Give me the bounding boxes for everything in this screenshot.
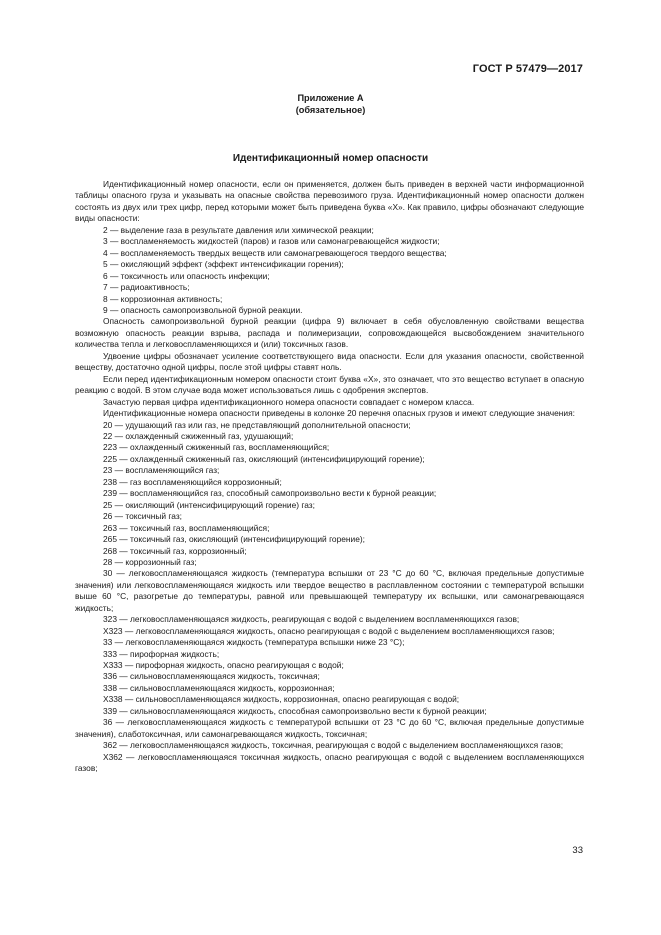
list-item: 338 — сильновоспламеняющаяся жидкость, коррозионная;	[103, 682, 335, 693]
section-title: Идентификационный номер опасности	[232, 153, 429, 164]
list-item: 223 — охлажденный сжиженный газ, воспламеняющийся;	[103, 442, 330, 453]
list-item: 5 — окисляющий эффект (эффект интенсификации горения);	[103, 259, 344, 270]
list-item: 36 — легковоспламеняющаяся жидкость с температурой вспышки от 23 °С до 60 °С, включая предельные допустимые значения), слаботоксичная, или самонагревающаяся жидкость, токсичная;	[75, 717, 584, 739]
list-item: 333 — пирофорная жидкость;	[103, 648, 220, 659]
body-paragraph: Идентификационные номера опасности приведены в колонке 20 перечня опасных грузов и имеют следующие значения:	[103, 408, 575, 419]
list-item: 265 — токсичный газ, окисляющий (интенсифицирующий горение);	[103, 534, 365, 545]
list-item: 323 — легковоспламеняющаяся жидкость, реагирующая с водой с выделением воспламеняющихся газов;	[103, 614, 520, 625]
list-item: Х333 — пирофорная жидкость, опасно реагирующая с водой;	[103, 660, 344, 671]
list-item: 26 — токсичный газ;	[103, 511, 182, 522]
list-item: 7 — радиоактивность;	[103, 282, 190, 293]
body-paragraph: Идентификационный номер опасности, если он применяется, должен быть приведен в верхней части информационной таблицы опасного груза и указывать на опасные свойства перевозимого груза. Идентификационный номер опасности должен состоять из двух или трех цифр, перед которыми может быть приведена буква «Х». Как правило, цифры обозначают следующие виды опасности:	[75, 179, 584, 224]
list-item: 22 — охлажденный сжиженный газ, удушающий;	[103, 430, 294, 441]
list-item: 336 — сильновоспламеняющаяся жидкость, токсичная;	[103, 671, 320, 682]
list-item: 8 — коррозионная активность;	[103, 293, 223, 304]
page-number: 33	[572, 845, 583, 856]
list-item: 4 — воспламеняемость твердых веществ или самонагревающегося твердого вещества;	[103, 247, 447, 258]
list-item: 239 — воспламеняющийся газ, способный самопроизвольно вести к бурной реакции;	[103, 488, 437, 499]
list-item: Х362 — легковоспламеняющаяся токсичная жидкость, опасно реагирующая с водой с выделением воспламеняющихся газов;	[75, 751, 584, 774]
list-item: 362 — легковоспламеняющаяся жидкость, токсичная, реагирующая с водой с выделением воспламеняющихся газов;	[103, 740, 564, 751]
list-item: 33 — легковоспламеняющаяся жидкость (температура вспышки ниже 23 °С);	[103, 637, 405, 648]
body-paragraph: Опасность самопроизвольной бурной реакции (цифра 9) включает в себя обусловленную свойствами вещества возможную опасность реакции взрыва, распада и полимеризации, сопровождающейся высвобождением значительного количества тепла и легковоспламеняющихся и (или) токсичных газов.	[75, 316, 584, 350]
list-item: 20 — удушающий газ или газ, не представляющий дополнительной опасности;	[103, 419, 411, 430]
standard-header: ГОСТ Р 57479—2017	[472, 63, 583, 75]
list-item: 268 — токсичный газ, коррозионный;	[103, 545, 247, 556]
document-body	[75, 179, 584, 775]
list-item: 238 — газ воспламеняющийся коррозионный;	[103, 476, 282, 487]
list-item: 28 — коррозионный газ;	[103, 556, 197, 567]
list-item: Х323 — легковоспламеняющаяся жидкость, опасно реагирующая с водой с выделением воспламеняющихся газов;	[103, 625, 555, 636]
list-item: 2 — выделение газа в результате давления или химической реакции;	[103, 224, 374, 235]
body-paragraph: Удвоение цифры обозначает усиление соответствующего вида опасности. Если для указания опасности, свойственной веществу, достаточно одной цифры, после этой цифры ставят ноль.	[75, 350, 584, 373]
appendix-status: (обязательное)	[295, 105, 366, 115]
list-item: 9 — опасность самопроизвольной бурной реакции.	[103, 304, 303, 315]
list-item: Х338 — сильновоспламеняющаяся жидкость, коррозионная, опасно реагирующая с водой;	[103, 694, 460, 705]
body-paragraph: Если перед идентификационным номером опасности стоит буква «Х», это означает, что это вещество вступает в опасную реакцию с водой. В этом случае вода может использоваться лишь с одобрения экспертов.	[75, 373, 584, 396]
body-paragraph: Зачастую первая цифра идентификационного номера опасности совпадает с номером класса.	[103, 396, 475, 407]
list-item: 339 — сильновоспламеняющаяся жидкость, способная самопроизвольно вести к бурной реакции;	[103, 705, 487, 716]
list-item: 30 — легковоспламеняющаяся жидкость (температура вспышки от 23 °С до 60 °С, включая предельные допустимые значения) или легковоспламеняющаяся жидкость или твердое вещество в расплавленном состоянии с температурой вспышки выше 60 °С, разогретые до температуры, равной или превышающей температуру их вспышки, или самонагревающаяся жидкость;	[75, 568, 584, 613]
list-item: 25 — окисляющий (интенсифицирующий горение) газ;	[103, 499, 315, 510]
list-item: 6 — токсичность или опасность инфекции;	[103, 270, 270, 281]
appendix-title: Приложение А	[297, 93, 364, 103]
list-item: 3 — воспламеняемость жидкостей (паров) и газов или самонагревающейся жидкости;	[103, 236, 440, 247]
list-item: 23 — воспламеняющийся газ;	[103, 465, 220, 476]
list-item: 263 — токсичный газ, воспламеняющийся;	[103, 522, 270, 533]
list-item: 225 — охлажденный сжиженный газ, окисляющий (интенсифицирующий горение);	[103, 453, 425, 464]
appendix-heading	[0, 92, 661, 116]
